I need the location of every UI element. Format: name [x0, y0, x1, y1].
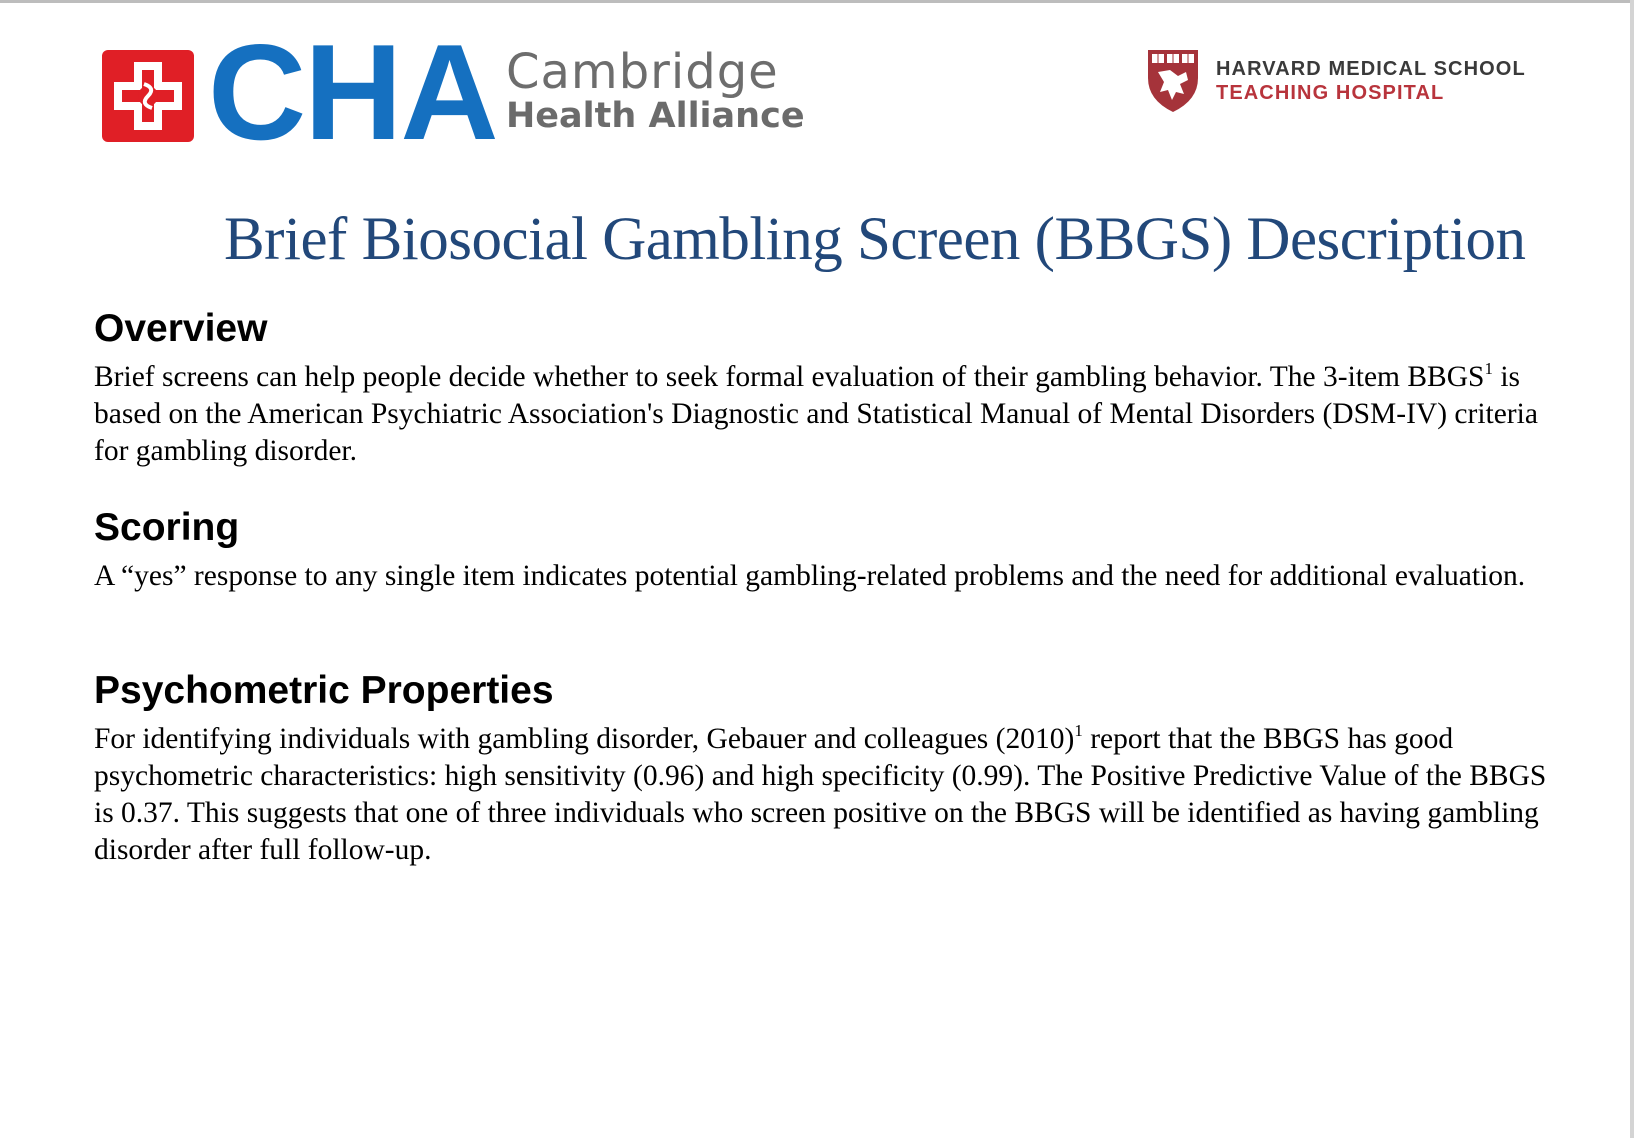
body-text: report that the BBGS has good psychometric characteristics: high sensitivity (0.96) and high specificity (0.99). The Positive Predictive Value of the BBGS is 0.37. This suggests that one of three individuals who screen positive on the BBGS will be identified as having gambling disorder after full follow-up.: [94, 722, 1547, 866]
section-body: [94, 721, 1554, 869]
hms-logo: [1146, 48, 1566, 118]
cha-logo: [102, 16, 805, 168]
section-overview: [94, 306, 1554, 470]
footnote-ref: 1: [1074, 720, 1083, 740]
section-heading: Overview: [94, 307, 268, 350]
cha-logo-name-line2: Health Alliance: [506, 96, 805, 136]
footnote-ref: 1: [1484, 358, 1493, 378]
medical-cross-icon: [102, 50, 194, 142]
body-text: A “yes” response to any single item indicates potential gambling-related problems and the need for additional evaluation.: [94, 559, 1526, 592]
body-text: For identifying individuals with gambling disorder, Gebauer and colleagues (2010): [94, 722, 1075, 755]
cha-logo-name: [506, 44, 805, 136]
section-body: [94, 359, 1554, 470]
section-scoring: [94, 505, 1554, 595]
hms-logo-line1: HARVARD MEDICAL SCHOOL: [1216, 58, 1526, 80]
document-title: Brief Biosocial Gambling Screen (BBGS) Description: [224, 206, 1526, 273]
cha-logo-letters: CHA: [208, 16, 497, 168]
section-psychometric-properties: [94, 668, 1554, 869]
section-heading: Psychometric Properties: [94, 669, 554, 712]
section-heading: Scoring: [94, 506, 240, 549]
cha-logo-name-line1: Cambridge: [506, 44, 779, 100]
page-top-border: [0, 0, 1634, 3]
section-body: [94, 558, 1554, 595]
hms-logo-line2: TEACHING HOSPITAL: [1216, 82, 1445, 104]
hms-logo-text: [1216, 57, 1526, 105]
body-text: Brief screens can help people decide whether to seek formal evaluation of their gambling behavior. The 3-item BBGS: [94, 360, 1485, 393]
harvard-shield-icon: [1146, 48, 1200, 114]
body-text: is based on the American Psychiatric Association's Diagnostic and Statistical Manual of Mental Disorders (DSM-IV) criteria for gambling disorder.: [94, 360, 1538, 467]
page-right-edge: [1630, 0, 1634, 1138]
